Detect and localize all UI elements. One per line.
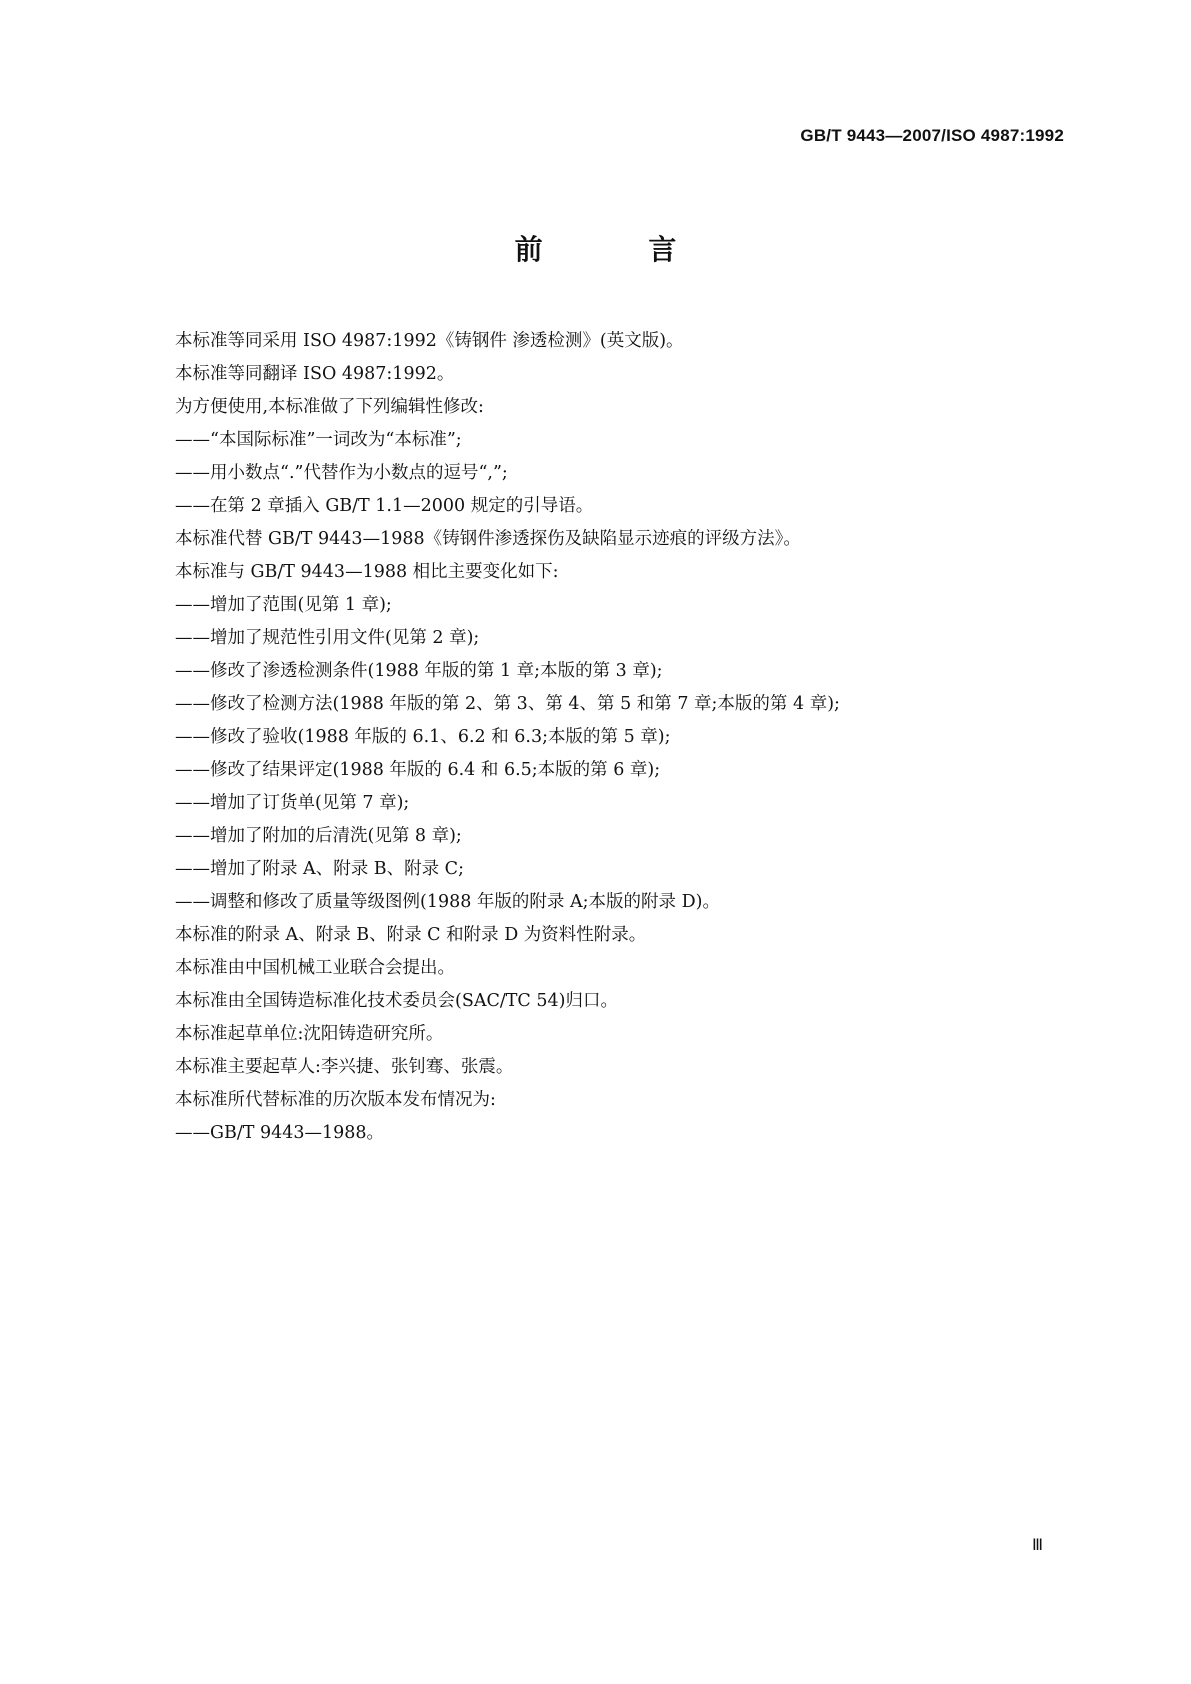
foreword-line: 本标准由中国机械工业联合会提出。 bbox=[175, 958, 455, 978]
foreword-line: 本标准由全国铸造标准化技术委员会(SAC/TC 54)归口。 bbox=[175, 991, 618, 1011]
standard-code-header: GB/T 9443—2007/ISO 4987:1992 bbox=[800, 126, 1064, 145]
foreword-line: ——用小数点“.”代替作为小数点的逗号“,”; bbox=[175, 463, 508, 483]
foreword-line: 本标准与 GB/T 9443—1988 相比主要变化如下: bbox=[175, 562, 559, 582]
page-number: Ⅲ bbox=[1031, 1537, 1043, 1554]
foreword-line: 本标准起草单位:沈阳铸造研究所。 bbox=[175, 1024, 444, 1044]
foreword-line: ——增加了订货单(见第 7 章); bbox=[175, 793, 410, 813]
foreword-line: ——增加了规范性引用文件(见第 2 章); bbox=[175, 628, 480, 648]
foreword-line: 本标准所代替标准的历次版本发布情况为: bbox=[175, 1090, 496, 1110]
foreword-line: 为方便使用,本标准做了下列编辑性修改: bbox=[175, 397, 484, 417]
foreword-line: 本标准等同采用 ISO 4987:1992《铸钢件 渗透检测》(英文版)。 bbox=[175, 331, 684, 351]
foreword-line: ——GB/T 9443—1988。 bbox=[175, 1123, 385, 1143]
foreword-line: 本标准的附录 A、附录 B、附录 C 和附录 D 为资料性附录。 bbox=[175, 925, 647, 945]
foreword-line: 本标准主要起草人:李兴捷、张钊骞、张震。 bbox=[175, 1057, 514, 1077]
foreword-line: ——调整和修改了质量等级图例(1988 年版的附录 A;本版的附录 D)。 bbox=[175, 892, 720, 912]
foreword-line: ——修改了渗透检测条件(1988 年版的第 1 章;本版的第 3 章); bbox=[175, 661, 663, 681]
foreword-line: ——修改了检测方法(1988 年版的第 2、第 3、第 4、第 5 和第 7 章;本版的第 4 章); bbox=[175, 694, 840, 714]
foreword-line: ——修改了验收(1988 年版的 6.1、6.2 和 6.3;本版的第 5 章); bbox=[175, 727, 671, 747]
page-title: 前 言 bbox=[514, 233, 725, 266]
foreword-line: 本标准等同翻译 ISO 4987:1992。 bbox=[175, 364, 455, 384]
foreword-line: ——增加了范围(见第 1 章); bbox=[175, 595, 392, 615]
foreword-body bbox=[175, 325, 1065, 1150]
foreword-line: ——增加了附录 A、附录 B、附录 C; bbox=[175, 859, 464, 879]
foreword-line: ——在第 2 章插入 GB/T 1.1—2000 规定的引导语。 bbox=[175, 496, 594, 516]
foreword-line: ——增加了附加的后清洗(见第 8 章); bbox=[175, 826, 462, 846]
foreword-line: ——修改了结果评定(1988 年版的 6.4 和 6.5;本版的第 6 章); bbox=[175, 760, 661, 780]
foreword-line: ——“本国际标准”一词改为“本标准”; bbox=[175, 430, 462, 450]
foreword-line: 本标准代替 GB/T 9443—1988《铸钢件渗透探伤及缺陷显示迹痕的评级方法》。 bbox=[175, 529, 801, 549]
